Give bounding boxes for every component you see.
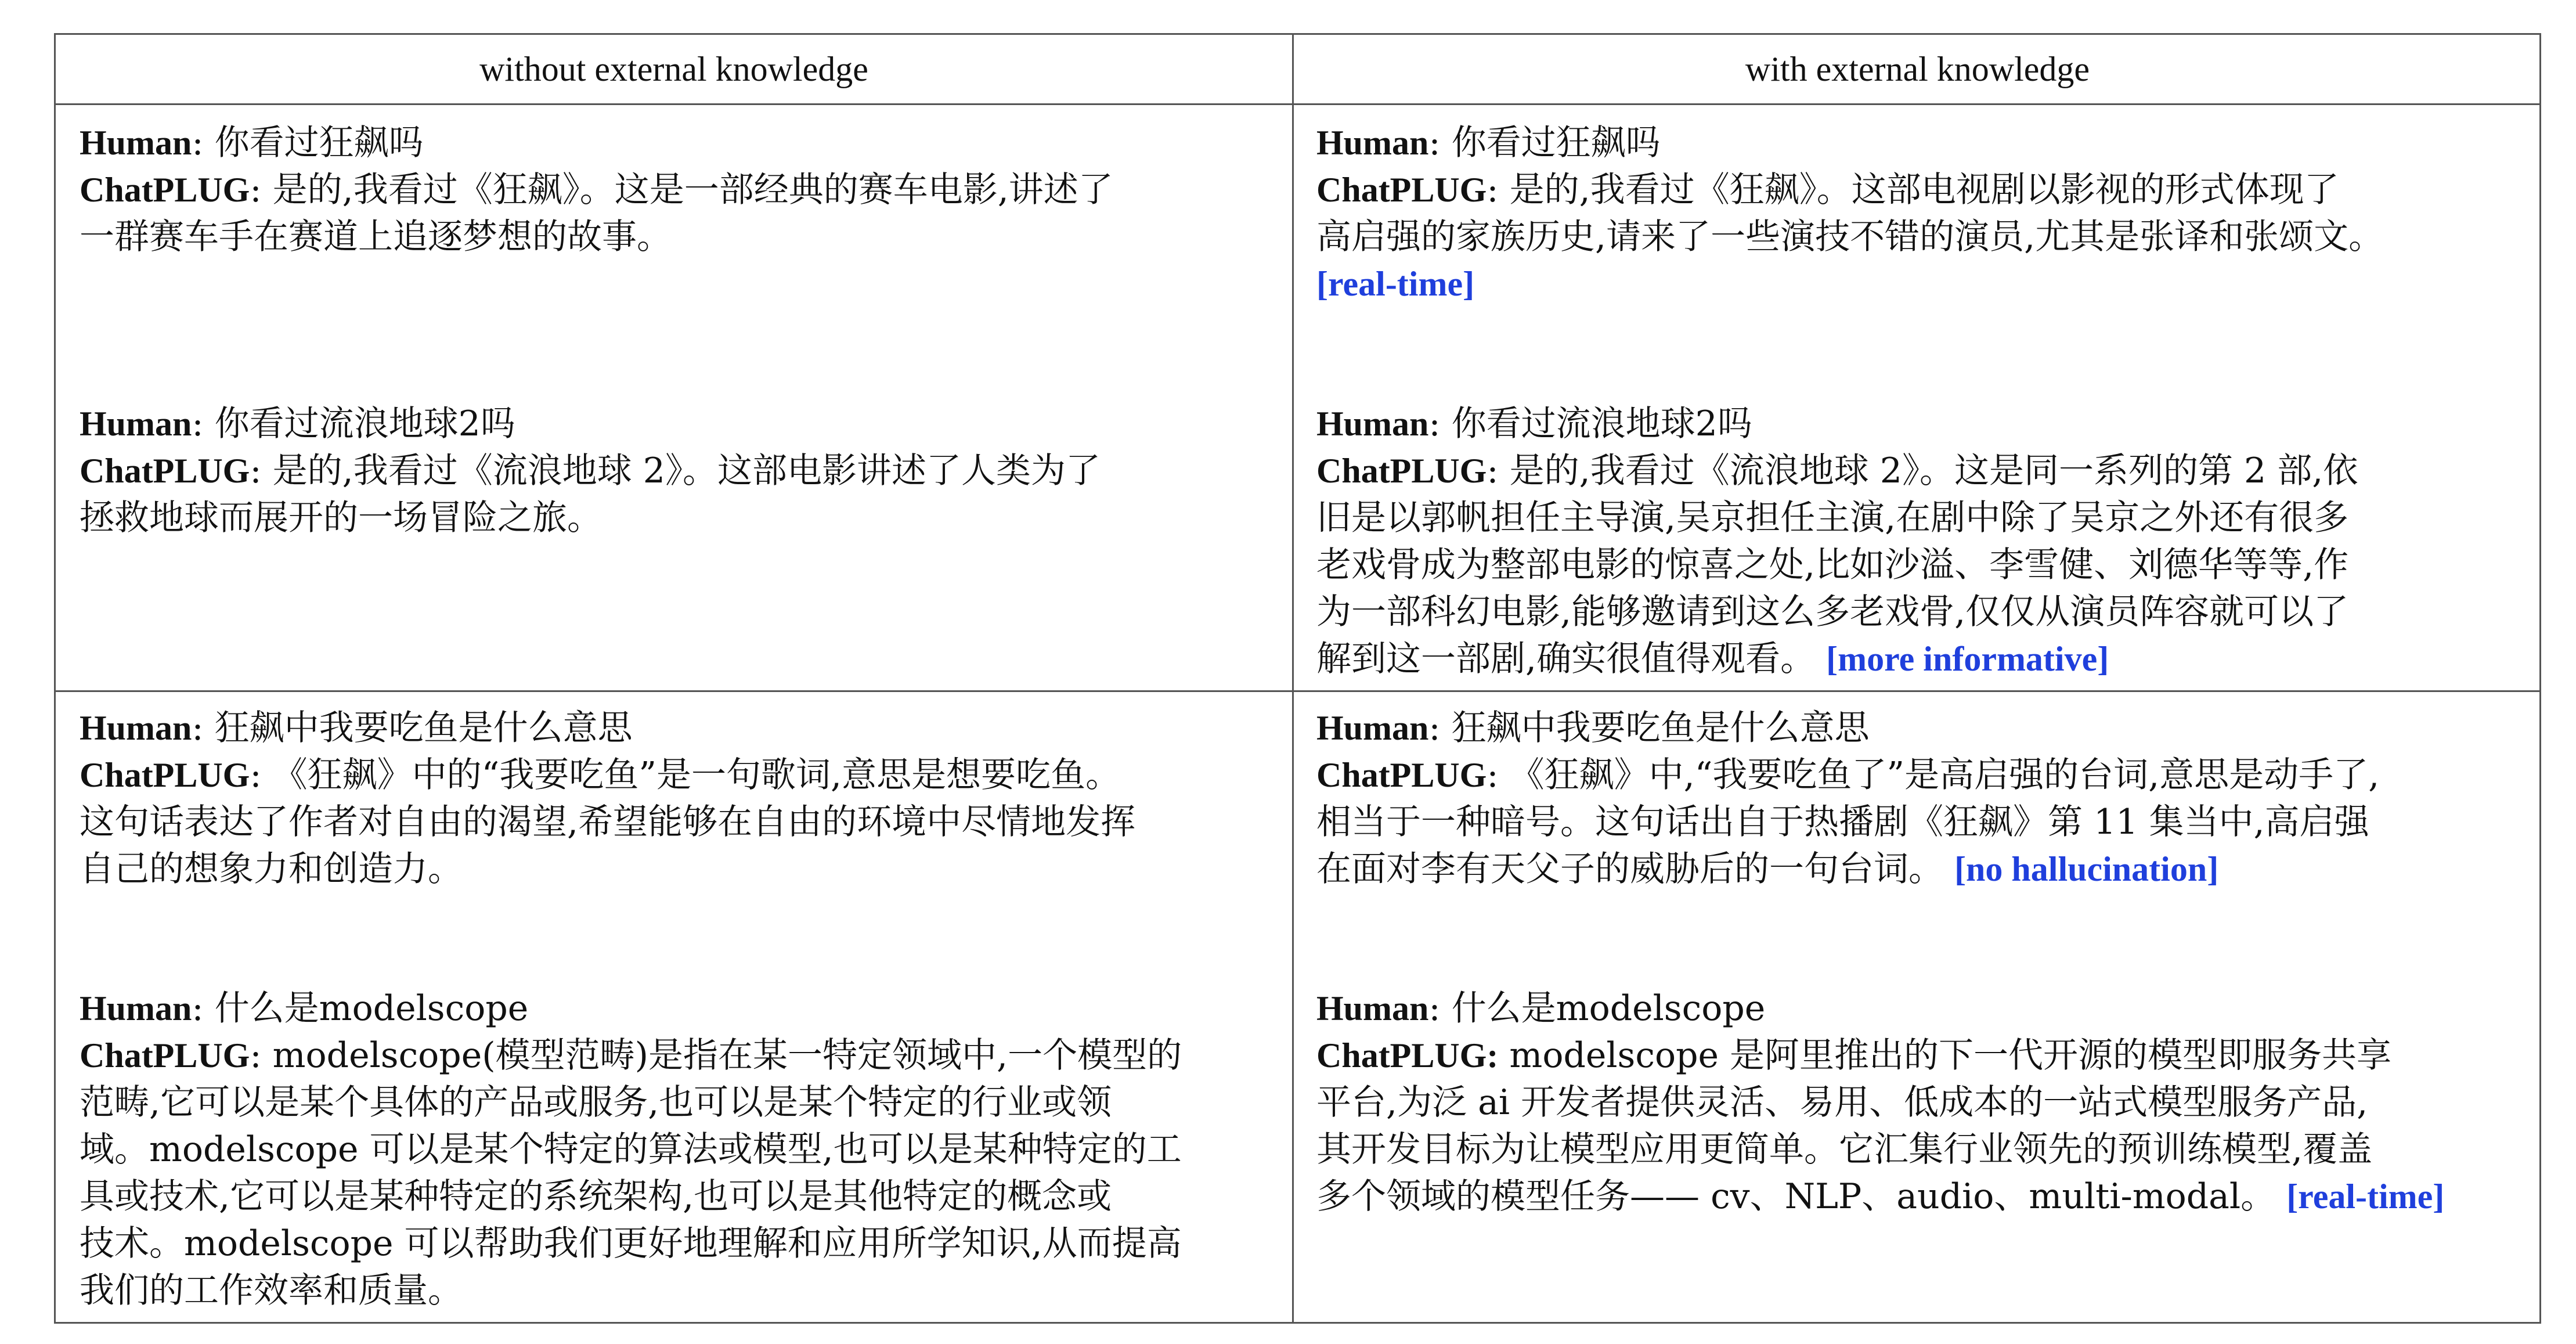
bot-answer: 多个领域的模型任务—— cv、NLP、audio、multi-modal。 <box>1316 1176 2276 1217</box>
bot-turn <box>1316 1032 2547 1079</box>
bot-turn: ChatPLUG: 《狂飙》中,“我要吃鱼了”是高启强的台词,意思是动手了, <box>1316 755 2380 795</box>
human-turn: Human: 你看过狂飙吗 <box>80 122 424 163</box>
bot-answer: 是的,我看过《狂飙》。这部电视剧以影视的形式体现了 <box>1509 170 2339 210</box>
bot-answer: 相当于一种暗号。这句话出自于热播剧《狂飙》第 11 集当中,高启强 <box>1316 802 2369 842</box>
speaker-label: Human <box>80 989 192 1028</box>
bot-turn: ChatPLUG: 是的,我看过《狂飙》。这部电视剧以影视的形式体现了 <box>1316 170 2339 210</box>
speaker-label: ChatPLUG <box>80 1036 250 1075</box>
header-with-knowledge: with external knowledge <box>1745 50 2090 88</box>
human-question: 你看过狂飙吗 <box>1451 122 1661 163</box>
speaker-label: Human <box>80 124 192 162</box>
human-turn: Human: 你看过流浪地球2吗 <box>1316 403 1752 444</box>
human-turn: Human: 什么是modelscope <box>80 988 529 1029</box>
bot-answer: 旧是以郭帆担任主导演,吴京担任主演,在剧中除了吴京之外还有很多 <box>1316 498 2349 538</box>
knowledge-tag: [real-time] <box>1316 265 1475 303</box>
speaker-label: ChatPLUG <box>1316 756 1487 794</box>
bot-answer: 一群赛车手在赛道上追逐梦想的故事。 <box>80 217 672 257</box>
bot-answer-last <box>1316 636 2547 683</box>
bot-answer: modelscope(模型范畴)是指在某一特定领域中,一个模型的 <box>261 1035 1182 1076</box>
speaker-label: ChatPLUG <box>80 756 250 794</box>
bot-answer: 这句话表达了作者对自由的渴望,希望能够在自由的环境中尽情地发挥 <box>80 802 1136 842</box>
dialogue-block <box>80 985 1310 1314</box>
bot-answer: 《狂飙》中的“我要吃鱼”是一句歌词,意思是想要吃鱼。 <box>272 755 1121 795</box>
bot-answer-last <box>1316 846 2547 893</box>
bot-answer: 在面对李有天父子的威胁后的一句台词。 <box>1316 849 1943 889</box>
knowledge-tag: [more informative] <box>1826 640 2109 678</box>
human-question: 什么是modelscope <box>1451 988 1766 1029</box>
bot-answer: 《狂飙》中,“我要吃鱼了”是高启强的台词,意思是动手了, <box>1509 755 2380 795</box>
bot-answer: 为一部科幻电影,能够邀请到这么多老戏骨,仅仅从演员阵容就可以了 <box>1316 592 2349 632</box>
speaker-label: ChatPLUG <box>80 171 250 209</box>
bot-answer: 解到这一部剧,确实很值得观看。 <box>1316 639 1816 679</box>
bot-answer: 其开发目标为让模型应用更简单。它汇集行业领先的预训练模型,覆盖 <box>1316 1129 2373 1170</box>
speaker-label: ChatPLUG <box>1316 171 1487 209</box>
human-question: 你看过流浪地球2吗 <box>214 403 515 444</box>
human-question: 狂飙中我要吃鱼是什么意思 <box>214 708 633 748</box>
bot-answer: 老戏骨成为整部电影的惊喜之处,比如沙溢、李雪健、刘德华等等,作 <box>1316 545 2349 585</box>
bot-answer: 范畴,它可以是某个具体的产品或服务,也可以是某个特定的行业或领 <box>80 1082 1112 1123</box>
bot-answer: 具或技术,它可以是某种特定的系统架构,也可以是其他特定的概念或 <box>80 1176 1112 1217</box>
dialogue-block <box>1316 985 2547 1220</box>
header-without-knowledge: without external knowledge <box>479 50 868 88</box>
human-question: 狂飙中我要吃鱼是什么意思 <box>1451 708 1870 748</box>
human-turn: Human: 你看过狂飙吗 <box>1316 122 1661 163</box>
bot-answer: 拯救地球而展开的一场冒险之旅。 <box>80 498 602 538</box>
bot-answer: 平台,为泛 ai 开发者提供灵活、易用、低成本的一站式模型服务产品, <box>1316 1082 2368 1123</box>
bot-answer: 高启强的家族历史,请来了一些演技不错的演员,尤其是张译和张颂文。 <box>1316 217 2384 257</box>
bot-answer: 技术。modelscope 可以帮助我们更好地理解和应用所学知识,从而提高 <box>80 1223 1182 1264</box>
speaker-label: Human <box>80 405 192 443</box>
human-turn: Human: 狂飙中我要吃鱼是什么意思 <box>80 708 633 748</box>
human-turn: Human: 狂飙中我要吃鱼是什么意思 <box>1316 708 1870 748</box>
speaker-label: Human <box>1316 405 1429 443</box>
bot-turn: ChatPLUG: 是的,我看过《流浪地球 2》。这部电影讲述了人类为了 <box>80 451 1101 491</box>
speaker-label: ChatPLUG: <box>1316 1036 1499 1075</box>
tag-line <box>1316 261 2547 308</box>
bot-answer: 我们的工作效率和质量。 <box>80 1270 463 1311</box>
human-question: 你看过流浪地球2吗 <box>1451 403 1752 444</box>
bot-answer: 域。modelscope 可以是某个特定的算法或模型,也可以是某种特定的工 <box>80 1129 1182 1170</box>
knowledge-tag: [no hallucination] <box>1954 850 2219 888</box>
bot-turn: ChatPLUG: modelscope(模型范畴)是指在某一特定领域中,一个模型的 <box>80 1035 1182 1076</box>
speaker-label: Human <box>1316 709 1429 747</box>
bot-turn: ChatPLUG: 《狂飙》中的“我要吃鱼”是一句歌词,意思是想要吃鱼。 <box>80 755 1121 795</box>
human-question: 你看过狂飙吗 <box>214 122 424 163</box>
bot-answer: 是的,我看过《狂飙》。这是一部经典的赛车电影,讲述了 <box>272 170 1113 210</box>
speaker-label: ChatPLUG <box>1316 452 1487 490</box>
dialogue-block <box>1316 120 2547 308</box>
knowledge-tag: [real-time] <box>2286 1177 2445 1216</box>
header-divider <box>54 103 2541 105</box>
speaker-label: Human <box>80 709 192 747</box>
bot-answer-last <box>1316 1173 2547 1220</box>
human-question: 什么是modelscope <box>214 988 529 1029</box>
dialogue-block <box>80 120 1310 261</box>
bot-answer: 自己的想象力和创造力。 <box>80 849 463 889</box>
dialogue-block <box>80 705 1310 893</box>
dialogue-block <box>1316 401 2547 683</box>
speaker-label: Human <box>1316 124 1429 162</box>
speaker-label: Human <box>1316 989 1429 1028</box>
bot-turn: ChatPLUG: 是的,我看过《狂飙》。这是一部经典的赛车电影,讲述了 <box>80 170 1113 210</box>
dialogue-block <box>80 401 1310 542</box>
row-divider <box>54 690 2541 692</box>
bot-answer: 是的,我看过《流浪地球 2》。这部电影讲述了人类为了 <box>272 451 1101 491</box>
human-turn: Human: 什么是modelscope <box>1316 988 1766 1029</box>
bot-turn: ChatPLUG: 是的,我看过《流浪地球 2》。这是同一系列的第 2 部,依 <box>1316 451 2358 491</box>
speaker-label: ChatPLUG <box>80 452 250 490</box>
bot-answer: modelscope 是阿里推出的下一代开源的模型即服务共享 <box>1509 1035 2392 1076</box>
dialogue-block <box>1316 705 2547 893</box>
bot-answer: 是的,我看过《流浪地球 2》。这是同一系列的第 2 部,依 <box>1509 451 2358 491</box>
human-turn: Human: 你看过流浪地球2吗 <box>80 403 515 444</box>
